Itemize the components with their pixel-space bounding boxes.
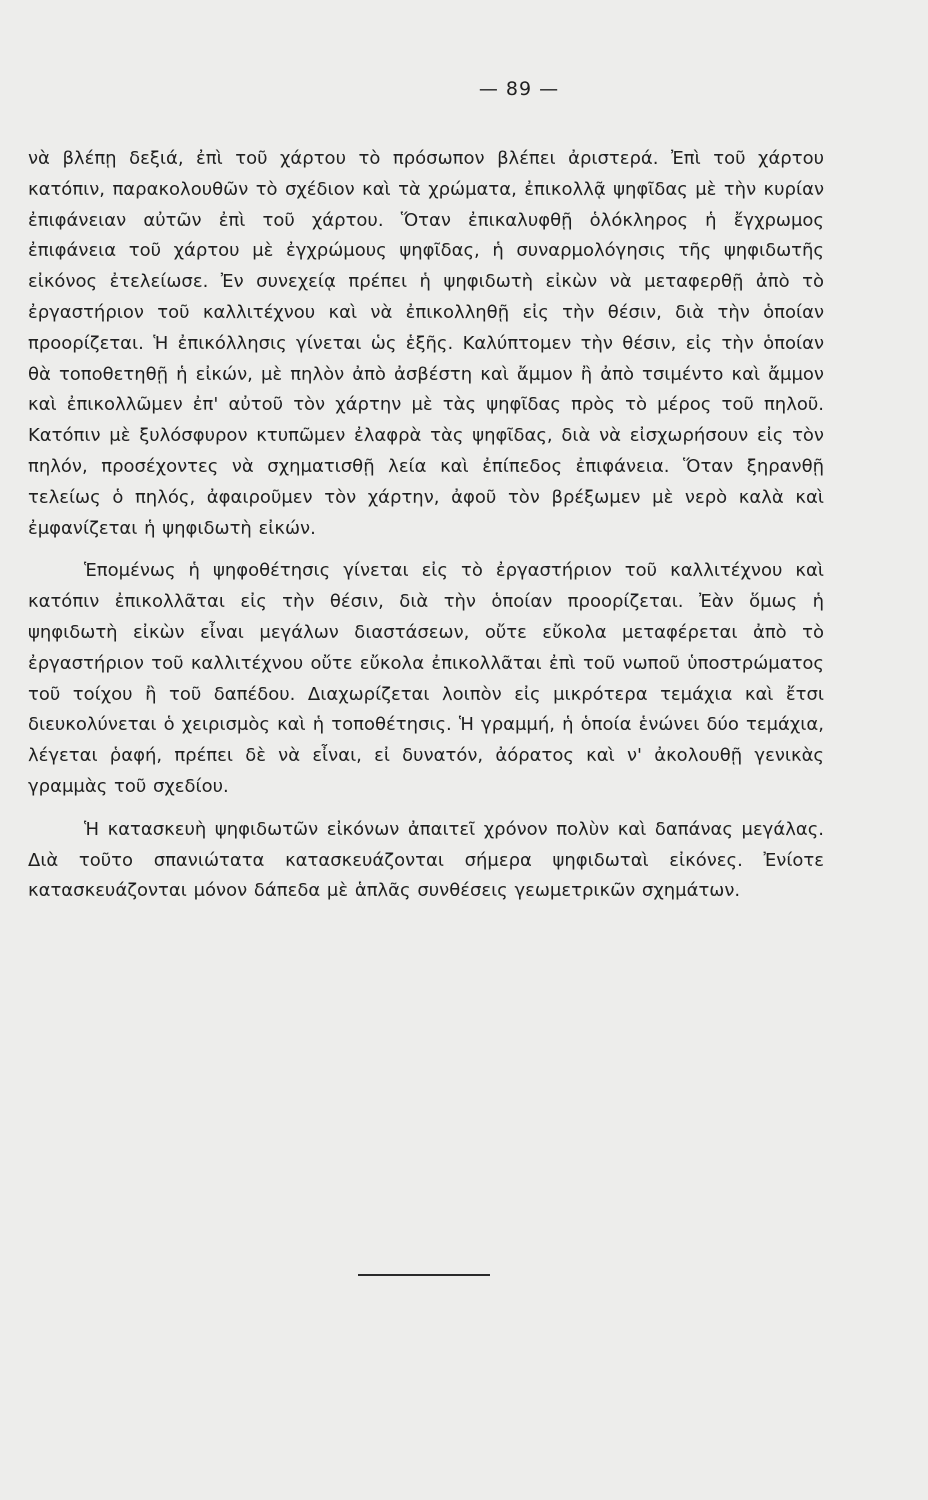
paragraph-epomenos: Ἑπομένως ἡ ψηφοθέτησις γίνεται εἰς τὸ ἐργαστήριον τοῦ καλλιτέχνου καὶ κατόπιν ἐπικολλᾶται εἰς τὴν θέσιν, διὰ τὴν ὁποίαν προορίζεται. Ἐὰν ὅμως ἡ ψηφιδωτὴ εἰκὼν εἶναι μεγάλων διαστάσεων, οὔτε εὔκολα μεταφέρεται ἀπὸ τὸ ἐργαστήριον τοῦ καλλιτέχνου οὔτε εὔκολα ἐπικολλᾶται ἐπὶ τοῦ νωποῦ ὑποστρώματος τοῦ τοίχου ἢ τοῦ δαπέδου. Διαχωρίζεται λοιπὸν εἰς μικρότερα τεμάχια καὶ ἔτσι διευκολύνεται ὁ χειρισμὸς καὶ ἡ τοποθέτησις. Ἡ γραμμή, ἡ ὁποία ἑνώνει δύο τεμάχια, λέγεται ῥαφή, πρέπει δὲ νὰ εἶναι, εἰ δυνατόν, ἀόρατος καὶ ν' ἀκολουθῇ γενικὰς γραμμὰς τοῦ σχεδίου. xyxy=(28,560,824,797)
body-text xyxy=(0,144,928,907)
paragraph-continuation: νὰ βλέπῃ δεξιά, ἐπὶ τοῦ χάρτου τὸ πρόσωπον βλέπει ἀριστερά. Ἐπὶ τοῦ χάρτου κατόπιν, παρακολουθῶν τὸ σχέδιον καὶ τὰ χρώματα, ἐπικολλᾷ ψηφῖδας μὲ τὴν κυρίαν ἐπιφάνειαν αὐτῶν ἐπὶ τοῦ χάρτου. Ὅταν ἐπικαλυφθῇ ὁλόκληρος ἡ ἔγχρωμος ἐπιφάνεια τοῦ χάρτου μὲ ἐγχρώμους ψηφῖδας, ἡ συναρμολόγησις τῆς ψηφιδωτῆς εἰκόνος ἐτελείωσε. Ἐν συνεχείᾳ πρέπει ἡ ψηφιδωτὴ εἰκὼν νὰ μεταφερθῇ ἀπὸ τὸ ἐργαστήριον τοῦ καλλιτέχνου καὶ νὰ ἐπικολληθῇ εἰς τὴν θέσιν, διὰ τὴν ὁποίαν προορίζεται. Ἡ ἐπικόλλησις γίνεται ὡς ἑξῆς. Καλύπτομεν τὴν θέσιν, εἰς τὴν ὁποίαν θὰ τοποθετηθῇ ἡ εἰκών, μὲ πηλὸν ἀπὸ ἀσβέστη καὶ ἄμμον ἢ ἀπὸ τσιμέντο καὶ ἄμμον καὶ ἐπικολλῶμεν ἐπ' αὐτοῦ τὸν χάρτην μὲ τὰς ψηφῖδας πρὸς τὸ μέρος τοῦ πηλοῦ. Κατόπιν μὲ ξυλόσφυρον κτυπῶμεν ἐλαφρὰ τὰς ψηφῖδας, διὰ νὰ εἰσχωρήσουν εἰς τὸν πηλόν, προσέχοντες νὰ σχηματισθῇ λεία καὶ ἐπίπεδος ἐπιφάνεια. Ὅταν ξηρανθῇ τελείως ὁ πηλός, ἀφαιροῦμεν τὸν χάρτην, ἀφοῦ τὸν βρέξωμεν μὲ νερὸ καλὰ καὶ ἐμφανίζεται ἡ ψηφιδωτὴ εἰκών. xyxy=(28,148,824,539)
page-number: — 89 — xyxy=(478,78,560,100)
paragraph-kataskeui: Ἡ κατασκευὴ ψηφιδωτῶν εἰκόνων ἀπαιτεῖ χρόνον πολὺν καὶ δαπάνας μεγάλας. Διὰ τοῦτο σπανιώτατα κατασκευάζονται σήμερα ψηφιδωταὶ εἰκόνες. Ἐνίοτε κατασκευάζονται μόνον δάπεδα μὲ ἁπλᾶς συνθέσεις γεωμετρικῶν σχημάτων. xyxy=(28,818,824,902)
section-end-rule xyxy=(358,1274,490,1276)
